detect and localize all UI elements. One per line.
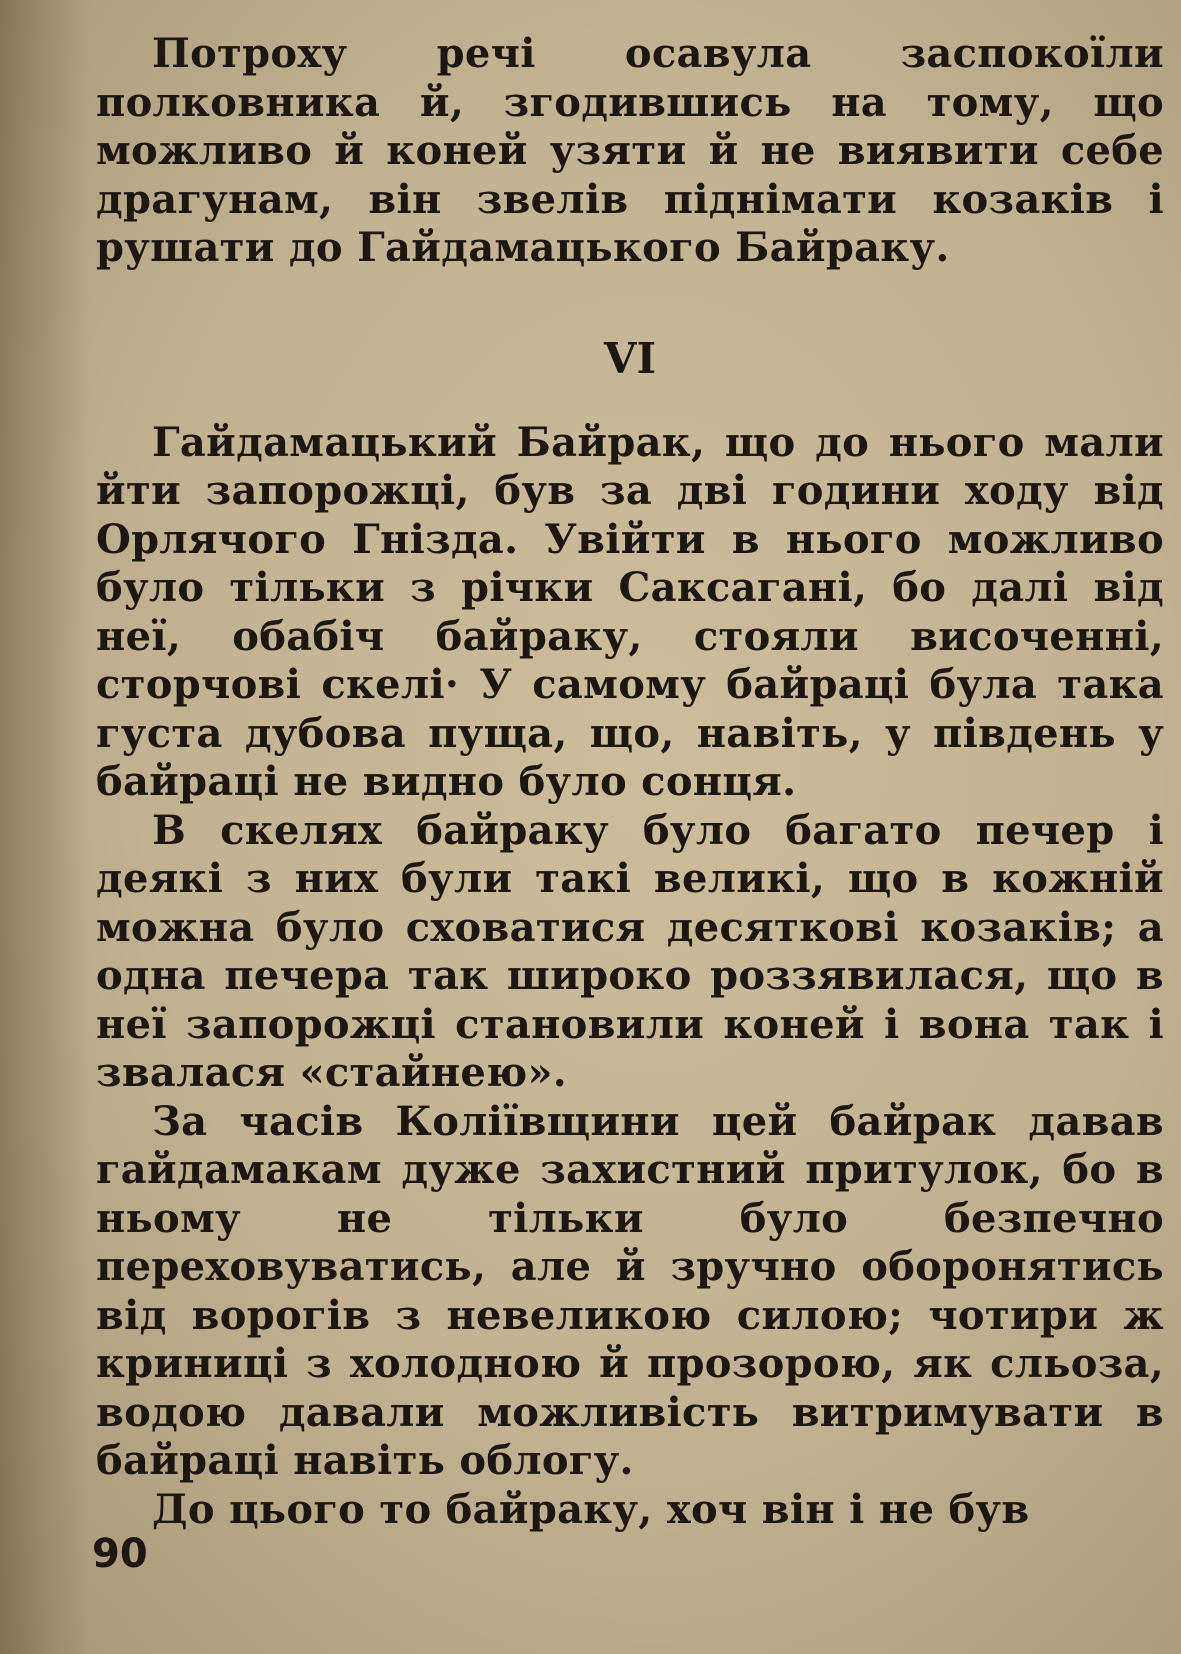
paragraph: За часів Коліївщини цей байрак давав гайдамакам дуже захистний притулок, бо в ньому не тільки було безпечно переховуватись, але й зручно оборонятись від ворогів з невеликою силою; чотири ж криниці з холодною й прозорою, як сльоза, водою давали можливість витримувати в байраці навіть облогу.	[96, 1097, 1164, 1484]
chapter-heading: VI	[603, 333, 657, 383]
page-edge-shadow	[0, 0, 90, 1654]
paragraph: В скелях байраку було багато печер і деякі з них були такі великі, що в кожній можна було сховатися десяткові козаків; а одна печера так широко роззявилася, що в неї запорожці становили коней і вона так і звалася «стайнею».	[96, 806, 1164, 1096]
paragraph: До цього то байраку, хоч він і не був	[152, 1485, 1030, 1533]
opening-paragraph: Потроху речі осавула заспокоїли полковника й, згодившись на тому, що можливо й коней узяти й не виявити себе драгунам, він звелів піднімати козаків і рушати до Гайдамацького Байраку.	[96, 30, 1164, 271]
page-number: 90	[92, 1531, 148, 1577]
text-block	[96, 30, 1164, 1534]
paragraph: Гайдамацький Байрак, що до нього мали йти запорожці, був за дві години ходу від Орлячого Гнізда. Увійти в нього можливо було тільки з річки Саксагані, бо далі від неї, обабіч байраку, стояли височенні, сторчові скелі· У самому байраці була така густа дубова пуща, що, навіть, у південь у байраці не видно було сонця.	[96, 418, 1164, 805]
